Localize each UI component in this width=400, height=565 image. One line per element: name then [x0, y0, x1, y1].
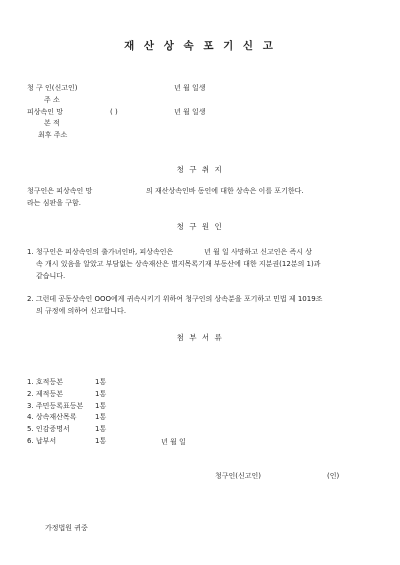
court-addressee: 가정법원 귀중 [45, 524, 88, 532]
attachment-qty: 1통 [95, 401, 107, 410]
attachment-name: 6. 납부서 [27, 436, 57, 445]
cause-heading: 청 구 원 인 [176, 222, 224, 231]
cause-para2-line2: 의 규정에 의하여 신고합니다. [36, 307, 127, 315]
document-title: 재 산 상 속 포 기 신 고 [124, 40, 276, 52]
deceased-birthdate: 년 월 일생 [174, 108, 206, 116]
claimant-label: 청 구 인(신고인) [27, 84, 78, 92]
claimant-birthdate: 년 월 일생 [174, 84, 206, 92]
seal-mark: (인) [327, 472, 340, 480]
attachment-item [27, 401, 107, 414]
attachment-name: 4. 상속재산목록 [27, 413, 77, 422]
attachment-item [27, 413, 107, 425]
attachment-qty: 1통 [95, 413, 107, 422]
attachments-list [27, 378, 107, 449]
filing-date: 년 월 일 [161, 438, 186, 446]
attachment-name: 2. 제적등본 [27, 389, 63, 398]
attachment-qty: 1통 [95, 378, 107, 386]
cause-para1-line1-b: 년 월 일 사망하고 신고인은 즉시 상 [204, 248, 313, 256]
attachment-qty: 1통 [95, 425, 107, 434]
cause-para1-line3: 같습니다. [36, 272, 66, 280]
attachment-item [27, 378, 107, 390]
attachment-item [27, 425, 107, 437]
attachment-name: 3. 주민등록표등본 [27, 401, 84, 410]
attachment-name: 1. 호적등본 [27, 378, 63, 386]
address-label: 주 소 [44, 96, 60, 104]
signer-label: 청구인(신고인) [215, 472, 262, 480]
deceased-name-paren: ( ) [110, 108, 118, 116]
purpose-heading: 청 구 취 지 [176, 165, 224, 174]
purpose-line2: 라는 심판을 구함. [27, 199, 82, 207]
attachment-qty: 1통 [95, 436, 107, 445]
attachment-qty: 1통 [95, 389, 107, 398]
domicile-label: 본 적 [44, 119, 60, 127]
attachment-item [27, 436, 107, 449]
purpose-line1-a: 청구인은 피상속인 망 [27, 187, 93, 195]
cause-para1-line2: 속 개시 있음을 알았고 부담없는 상속재산은 별지목록기재 부동산에 대한 지분권(12분의 1)과 [36, 260, 321, 268]
attachments-heading: 첨 부 서 류 [176, 333, 224, 342]
attachment-item [27, 389, 107, 402]
cause-para1-line1-a: 1. 청구인은 피상속인의 출가녀인바, 피상속인은 [27, 248, 174, 256]
purpose-line1-b: 의 재산상속인바 동인에 대한 상속은 이를 포기한다. [146, 187, 304, 195]
attachment-name: 5. 인감증명서 [27, 425, 70, 434]
last-address-label: 최후 주소 [38, 131, 68, 139]
cause-para2-line1: 2. 그런데 공동상속인 OOO에게 귀속시키기 위하여 청구인의 상속분을 포기하고 민법 제 1019조 [27, 295, 323, 303]
deceased-label: 피상속인 망 [27, 108, 64, 116]
